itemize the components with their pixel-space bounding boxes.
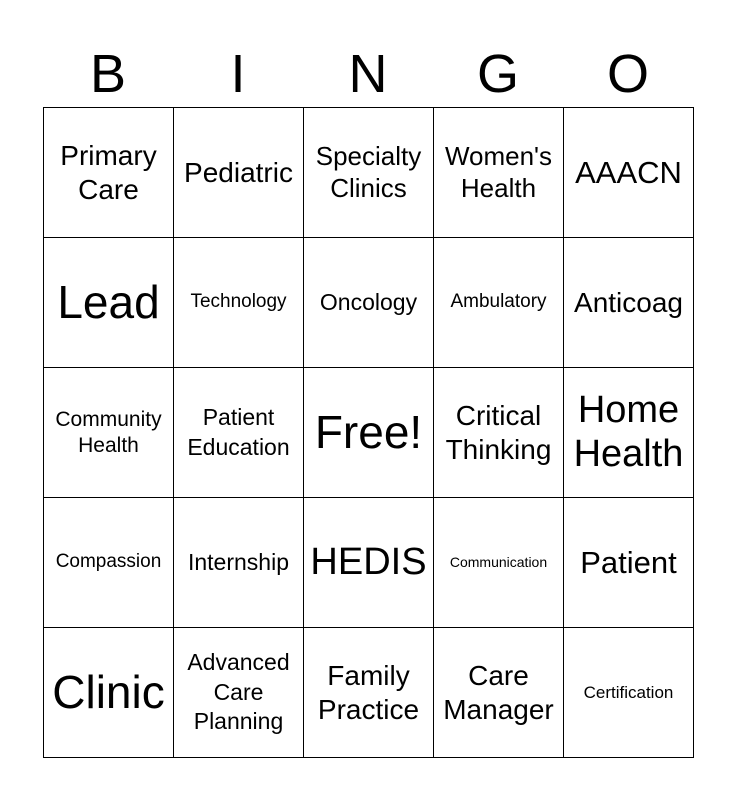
bingo-cell[interactable]: Certification xyxy=(564,628,694,758)
bingo-header xyxy=(43,40,693,108)
bingo-cell[interactable]: Specialty Clinics xyxy=(304,108,434,238)
bingo-cell[interactable]: HEDIS xyxy=(304,498,434,628)
header-letter-b: B xyxy=(89,44,127,104)
bingo-cell[interactable]: Home Health xyxy=(564,368,694,498)
bingo-board xyxy=(43,107,694,758)
bingo-cell[interactable]: Women's Health xyxy=(434,108,564,238)
header-letter-n: N xyxy=(348,44,388,104)
bingo-cell[interactable]: Oncology xyxy=(304,238,434,368)
bingo-cell[interactable]: Clinic xyxy=(44,628,174,758)
bingo-cell[interactable]: Care Manager xyxy=(434,628,564,758)
bingo-cell[interactable]: Family Practice xyxy=(304,628,434,758)
header-letter-g: G xyxy=(476,44,519,104)
bingo-cell[interactable]: Anticoag xyxy=(564,238,694,368)
bingo-cell[interactable]: Advanced Care Planning xyxy=(174,628,304,758)
bingo-cell[interactable]: Patient Education xyxy=(174,368,304,498)
free-space[interactable]: Free! xyxy=(304,368,434,498)
header-letter-o: O xyxy=(606,44,649,104)
bingo-cell[interactable]: Internship xyxy=(174,498,304,628)
bingo-cell[interactable]: Community Health xyxy=(44,368,174,498)
bingo-cell[interactable]: Communication xyxy=(434,498,564,628)
bingo-cell[interactable]: Pediatric xyxy=(174,108,304,238)
bingo-cell[interactable]: Patient xyxy=(564,498,694,628)
header-letter-i: I xyxy=(230,44,246,104)
bingo-cell[interactable]: AAACN xyxy=(564,108,694,238)
bingo-cell[interactable]: Compassion xyxy=(44,498,174,628)
bingo-cell[interactable]: Lead xyxy=(44,238,174,368)
bingo-cell[interactable]: Primary Care xyxy=(44,108,174,238)
bingo-cell[interactable]: Technology xyxy=(174,238,304,368)
bingo-cell[interactable]: Critical Thinking xyxy=(434,368,564,498)
bingo-cell[interactable]: Ambulatory xyxy=(434,238,564,368)
